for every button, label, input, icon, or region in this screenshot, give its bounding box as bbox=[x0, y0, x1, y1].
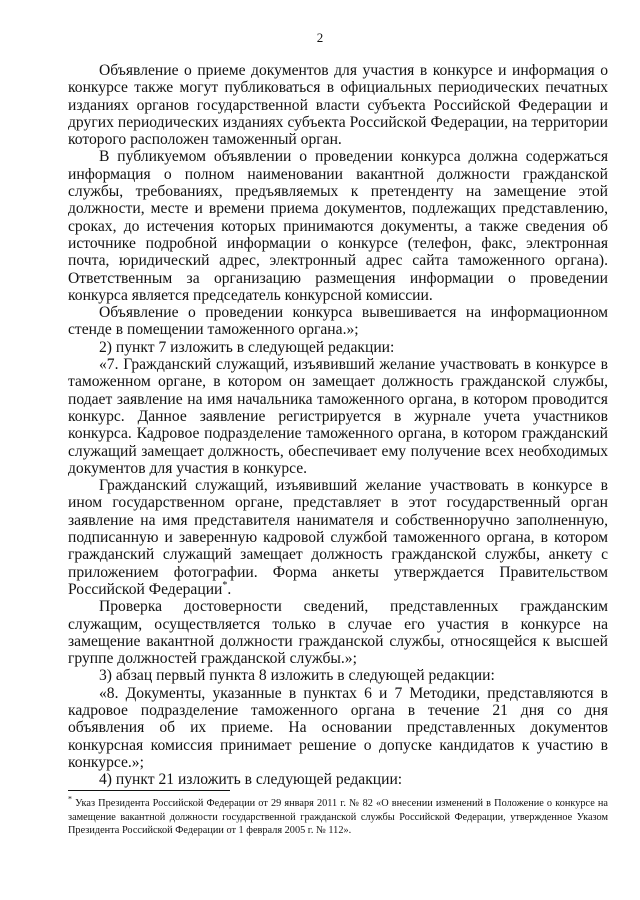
paragraph: Объявление о проведении конкурса вывешивается на информационном стенде в помещении таможенного органа.»; bbox=[68, 304, 608, 339]
paragraph: 4) пункт 21 изложить в следующей редакции: bbox=[99, 771, 403, 789]
paragraph: В публикуемом объявлении о проведении конкурса должна содержаться информация о полном наименовании вакантной должности гражданской службы, требованиях, предъявляемых к претенденту на замещение этой должности, месте и времени приема документов, подлежащих представлению, сроках, до истечения которых принимаются документы, а также сведения об источнике подробной информации о конкурсе (телефон, факс, электронная почта, юридический адрес, электронный адрес сайта таможенного органа). Ответственным за организацию размещения информации о проведении конкурса является председатель конкурсной комиссии. bbox=[68, 148, 608, 304]
paragraph: «8. Документы, указанные в пунктах 6 и 7 Методики, представляются в кадровое подразделение таможенного органа в течение 21 дня со дня объявления об их приеме. На основании представленных документов конкурсная комиссия принимает решение о допуске кандидатов к участию в конкурсе.»; bbox=[68, 684, 608, 771]
paragraph: Проверка достоверности сведений, представленных гражданским служащим, осуществляется только в случае его участия в конкурсе на замещение вакантной должности гражданской службы, относящейся к высшей группе должностей гражданской службы.»; bbox=[68, 598, 608, 668]
footnote-reference-mark: * bbox=[222, 579, 228, 591]
paragraph-end-punctuation: . bbox=[227, 580, 232, 598]
document-body bbox=[68, 62, 608, 788]
paragraph-text: Гражданский служащий, изъявивший желание участвовать в конкурсе в ином государственном органе, представляет в этот государственный орган заявление на имя представителя нанимателя и собственноручно заполненную, подписанную и заверенную кадровой службой таможенного органа, в котором гражданский служащий замещает должность гражданской службы, анкету с приложением фотографии. Форма анкеты утверждается Правительством Российской Федерации bbox=[68, 477, 608, 598]
paragraph: 3) абзац первый пункта 8 изложить в следующей редакции: bbox=[99, 667, 495, 685]
footnote bbox=[68, 794, 608, 838]
paragraph: 2) пункт 7 изложить в следующей редакции: bbox=[99, 338, 395, 356]
paragraph: Объявление о приеме документов для участия в конкурсе и информация о конкурсе также могут публиковаться в официальных периодических печатных изданиях органов государственной власти субъекта Российской Федерации и других периодических изданиях субъекта Российской Федерации, на территории которого расположен таможенный орган. bbox=[68, 62, 608, 149]
paragraph: «7. Гражданский служащий, изъявивший желание участвовать в конкурсе в таможенном органе, в котором он замещает должность гражданской службы, подает заявление на имя начальника таможенного органа, в котором проводится конкурс. Данное заявление регистрируется в журнале учета участников конкурса. Кадровое подразделение таможенного органа, в котором гражданский служащий замещает должность, обеспечивает ему получение всех необходимых документов для участия в конкурсе. bbox=[68, 356, 608, 477]
page-number: 2 bbox=[316, 30, 324, 45]
paragraph-with-footnote-ref bbox=[68, 477, 608, 598]
footnote-mark: * bbox=[68, 794, 72, 804]
footnote-text: Указ Президента Российской Федерации от 29 января 2011 г. № 82 «О внесении изменений в Положение о конкурсе на замещение вакантной должности государственной гражданской службы Российской Федерации, утвержденное Указом Президента Российской Федерации от 1 февраля 2005 г. № 112». bbox=[68, 798, 608, 836]
footnote-separator bbox=[68, 790, 230, 791]
